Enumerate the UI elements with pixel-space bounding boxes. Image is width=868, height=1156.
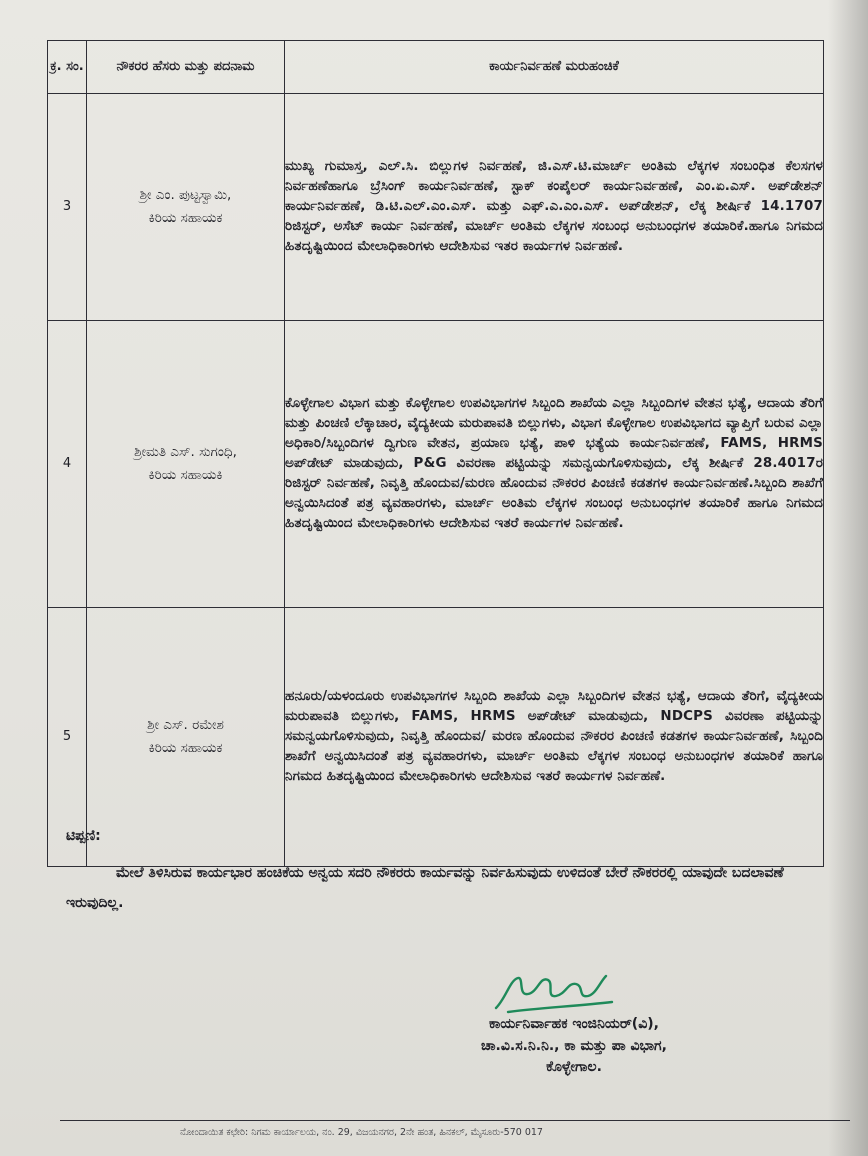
table-row [48, 608, 824, 867]
work-allocation-table [47, 40, 824, 867]
signature [488, 968, 618, 1018]
employee-designation: ಕಿರಿಯ ಸಹಾಯಕ [148, 210, 223, 226]
note-body: ಮೇಲೆ ತಿಳಿಸಿರುವ ಕಾರ್ಯಭಾರ ಹಂಚಿಕೆಯ ಅನ್ವಯ ಸದರಿ ನೌಕರರು ಕಾರ್ಯವನ್ನು ನಿರ್ವಹಿಸುವುದು ಉಳಿದಂತೆ ಬೇರೆ ನೌಕರರಲ್ಲಿ ಯಾವುದೇ ಬದಲಾವಣೆ ಇರುವುದಿಲ್ಲ. [66, 865, 784, 912]
employee-name: ಶ್ರೀ ಎಂ. ಪುಟ್ಟಸ್ವಾಮಿ, [139, 187, 232, 204]
table-header-row [48, 41, 824, 94]
row-employee [87, 608, 285, 867]
signatory-block [424, 1014, 724, 1079]
row-employee [87, 321, 285, 608]
header-duties: ಕಾರ್ಯನಿರ್ವಹಣೆ ಮರುಹಂಚಿಕೆ [285, 41, 824, 94]
header-sl-no: ಕ್ರ. ಸಂ. [48, 41, 87, 94]
employee-name: ಶ್ರೀ ಎಸ್. ರಮೇಶ [147, 717, 224, 734]
employee-designation: ಕಿರಿಯ ಸಹಾಯಕಿ [148, 467, 223, 483]
table-row [48, 94, 824, 321]
note-text [66, 858, 796, 918]
row-duties: ಕೊಳ್ಳೇಗಾಲ ವಿಭಾಗ ಮತ್ತು ಕೊಳ್ಳೇಗಾಲ ಉಪವಿಭಾಗಗಳ ಸಿಬ್ಬಂದಿ ಶಾಖೆಯ ಎಲ್ಲಾ ಸಿಬ್ಬಂದಿಗಳ ವೇತನ ಭತ್ಯೆ, ಆದಾಯ ತೆರಿಗೆ ಮತ್ತು ಪಿಂಚಣಿ ಲೆಕ್ಕಾಚಾರ, ವೈದ್ಯಕೀಯ ಮರುಪಾವತಿ ಬಿಲ್ಲುಗಳು, ವಿಭಾಗ ಕೊಳ್ಳೇಗಾಲ ಉಪವಿಭಾಗದ ವ್ಯಾಪ್ತಿಗೆ ಬರುವ ಎಲ್ಲಾ ಅಧಿಕಾರಿ/ಸಿಬ್ಬಂದಿಗಳ ದ್ವಿಗುಣ ವೇತನ, ಪ್ರಯಾಣ ಭತ್ಯೆ, ಪಾಳಿ ಭತ್ಯೆಯ ಕಾರ್ಯನಿರ್ವಹಣೆ, FAMS, HRMS ಅಪ್‌ಡೇಟ್ ಮಾಡುವುದು, P&G ವಿವರಣಾ ಪಟ್ಟಿಯನ್ನು ಸಮನ್ವಯಗೊಳಿಸುವುದು, ಲೆಕ್ಕ ಶೀರ್ಷಿಕೆ 28.4017ರ ರಿಜಿಸ್ಟರ್ ನಿರ್ವಹಣೆ, ನಿವೃತ್ತಿ ಹೊಂದುವ/ಮರಣ ಹೊಂದುವ ನೌಕರರ ಪಿಂಚಣಿ ಕಡತಗಳ ಕಾರ್ಯನಿರ್ವಹಣೆ.ಸಿಬ್ಬಂದಿ ಶಾಖೆಗೆ ಅನ್ವಯಿಸಿದಂತೆ ಪತ್ರ ವ್ಯವಹಾರಗಳು, ಮಾರ್ಚ್ ಅಂತಿಮ ಲೆಕ್ಕಗಳ ಸಂಬಂಧ ಅನುಬಂಧಗಳ ತಯಾರಿಕೆ ಹಾಗೂ ನಿಗಮದ ಹಿತದೃಷ್ಟಿಯಿಂದ ಮೇಲಾಧಿಕಾರಿಗಳು ಆದೇಶಿಸುವ ಇತರೆ ಕಾರ್ಯಗಳ ನಿರ್ವಹಣೆ. [285, 321, 824, 608]
header-name-designation: ನೌಕರರ ಹೆಸರು ಮತ್ತು ಪದನಾಮ [87, 41, 285, 94]
row-duties: ಹನೂರು/ಯಳಂದೂರು ಉಪವಿಭಾಗಗಳ ಸಿಬ್ಬಂದಿ ಶಾಖೆಯ ಎಲ್ಲಾ ಸಿಬ್ಬಂದಿಗಳ ವೇತನ ಭತ್ಯೆ, ಆದಾಯ ತೆರಿಗೆ, ವೈದ್ಯಕೀಯ ಮರುಪಾವತಿ ಬಿಲ್ಲುಗಳು, FAMS, HRMS ಅಪ್‌ಡೇಟ್ ಮಾಡುವುದು, NDCPS ವಿವರಣಾ ಪಟ್ಟಿಯನ್ನು ಸಮನ್ವಯಗೊಳಿಸುವುದು, ನಿವೃತ್ತಿ ಹೊಂದುವ/ ಮರಣ ಹೊಂದುವ ನೌಕರರ ಪಿಂಚಣಿ ಕಡತಗಳ ಕಾರ್ಯನಿರ್ವಹಣೆ, ಸಿಬ್ಬಂದಿ ಶಾಖೆಗೆ ಅನ್ವಯಿಸಿದಂತೆ ಪತ್ರ ವ್ಯವಹಾರಗಳು, ಮಾರ್ಚ್ ಅಂತಿಮ ಲೆಕ್ಕಗಳ ಸಂಬಂಧ ಅನುಬಂಧಗಳ ತಯಾರಿಕೆ ಹಾಗೂ ನಿಗಮದ ಹಿತದೃಷ್ಟಿಯಿಂದ ಮೇಲಾಧಿಕಾರಿಗಳು ಆದೇಶಿಸುವ ಇತರೆ ಕಾರ್ಯಗಳ ನಿರ್ವಹಣೆ. [285, 608, 824, 867]
employee-name: ಶ್ರೀಮತಿ ಎಸ್. ಸುಗಂಧಿ, [134, 444, 237, 461]
footer-address: ನೋಂದಾಯಿತ ಕಛೇರಿ: ನಿಗಮ ಕಾರ್ಯಾಲಯ, ನಂ. 29, ವಿಜಯನಗರ, 2ನೇ ಹಂತ, ಹಿನಕಲ್, ಮೈಸೂರು-570 017 [180, 1127, 543, 1138]
footer-divider [60, 1120, 850, 1121]
row-employee [87, 94, 285, 321]
row-sl-no: 5 [48, 608, 87, 867]
row-sl-no: 3 [48, 94, 87, 321]
employee-designation: ಕಿರಿಯ ಸಹಾಯಕ [148, 740, 223, 756]
row-sl-no: 4 [48, 321, 87, 608]
row-duties: ಮುಖ್ಯ ಗುಮಾಸ್ತ, ಎಲ್.ಸಿ. ಬಿಲ್ಲುಗಳ ನಿರ್ವಹಣೆ, ಜಿ.ಎಸ್.ಟಿ.ಮಾರ್ಚ್ ಅಂತಿಮ ಲೆಕ್ಕಗಳ ಸಂಬಂಧಿತ ಕೆಲಸಗಳ ನಿರ್ವಹಣೆಹಾಗೂ ಬ್ರೆಸಿಂಗ್ ಕಾರ್ಯನಿರ್ವಹಣೆ, ಸ್ಟಾಕ್ ಕಂಪೈಲರ್ ಕಾರ್ಯನಿರ್ವಹಣೆ, ಎಂ.ಏ.ಎಸ್. ಅಪ್‌ಡೇಶನ್ ಕಾರ್ಯನಿರ್ವಹಣೆ, ಡಿ.ಟಿ.ಎಲ್.ಎಂ.ಎಸ್. ಮತ್ತು ಎಫ್.ಎ.ಎಂ.ಎಸ್. ಅಪ್‌ಡೇಶನ್, ಲೆಕ್ಕ ಶೀರ್ಷಿಕೆ 14.1707 ರಿಜಿಸ್ಟರ್, ಅಸೆಟ್ ಕಾರ್ಯ ನಿರ್ವಹಣೆ, ಮಾರ್ಚ್ ಅಂತಿಮ ಲೆಕ್ಕಗಳ ಸಂಬಂಧ ಅನುಬಂಧಗಳ ತಯಾರಿಕೆ.ಹಾಗೂ ನಿಗಮದ ಹಿತದೃಷ್ಟಿಯಿಂದ ಮೇಲಾಧಿಕಾರಿಗಳು ಆದೇಶಿಸುವ ಇತರ ಕಾರ್ಯಗಳ ನಿರ್ವಹಣೆ. [285, 94, 824, 321]
signatory-designation: ಕಾರ್ಯನಿರ್ವಾಹಕ ಇಂಜಿನಿಯರ್(ವಿ), [489, 1016, 659, 1032]
signatory-place: ಕೊಳ್ಳೇಗಾಲ. [546, 1059, 602, 1076]
table-row [48, 321, 824, 608]
signatory-office: ಚಾ.ವಿ.ಸ.ನಿ.ನಿ., ಕಾ ಮತ್ತು ಪಾ ವಿಭಾಗ, [481, 1037, 667, 1054]
note-heading: ಟಿಪ್ಪಣಿ: [66, 828, 101, 844]
